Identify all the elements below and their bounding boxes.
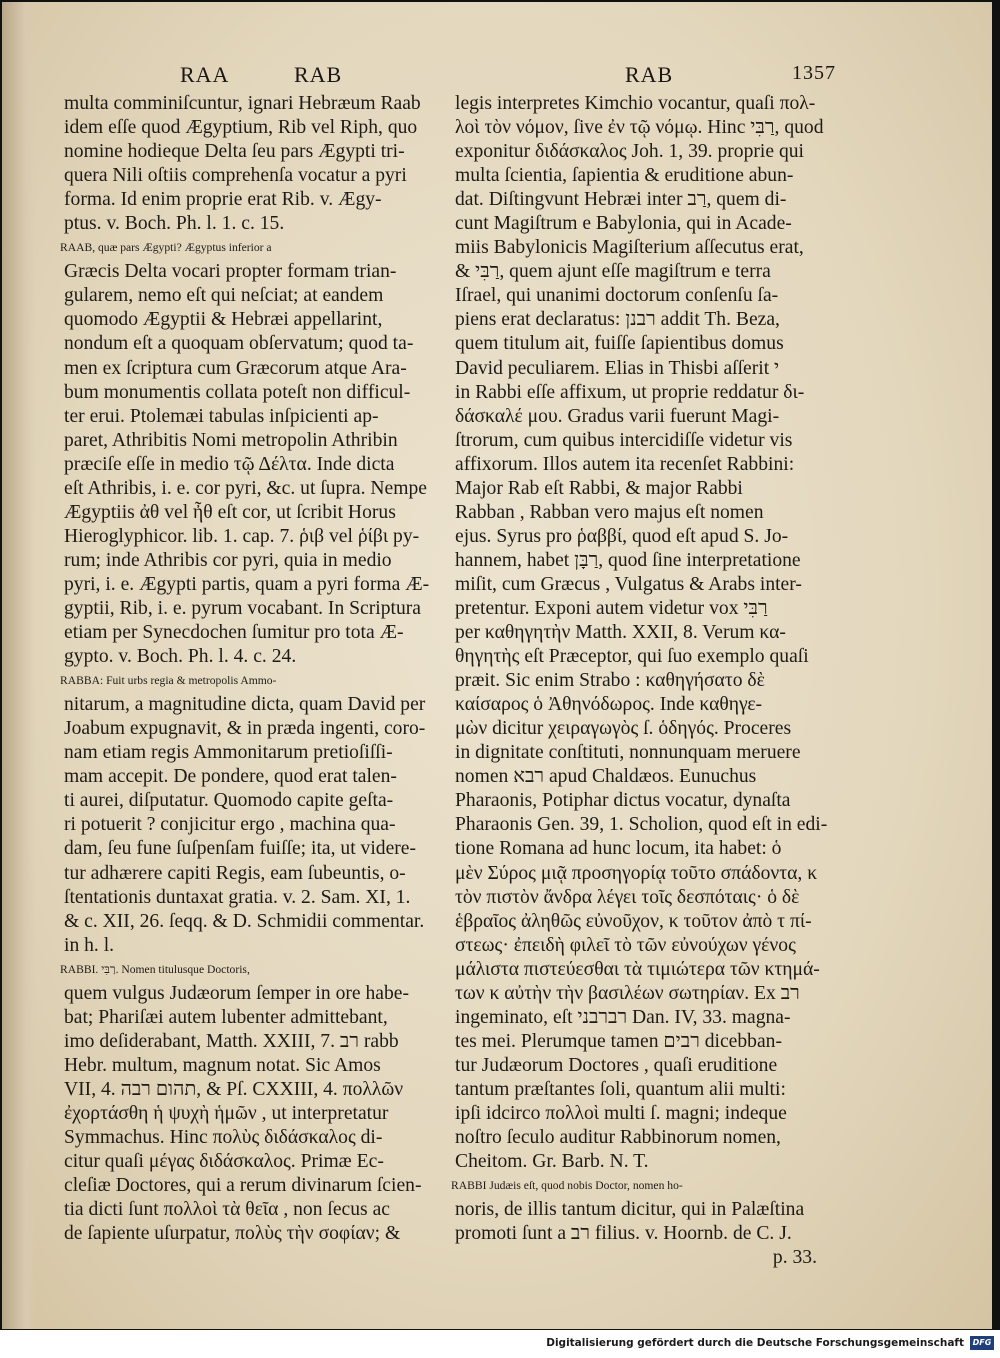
text-line: δάσκαλέ μου. Gradus varii fuerunt Magi- [455, 405, 780, 427]
text-line: nam etiam regis Ammonitarum pretioſiſſi- [64, 742, 393, 764]
text-line: Hebr. multum, magnum notat. Sic Amos [64, 1054, 381, 1076]
text-line: Joabum expugnavit, & in præda ingenti, coro- [64, 718, 426, 740]
text-line: in dignitate conſtituti, nonnunquam meruere [455, 742, 801, 764]
text-line: men ex ſcriptura cum Græcorum atque Ara- [64, 357, 407, 379]
text-line: καίσαρος ὁ Ἀθηνόδωρος. Inde καθηγε- [455, 694, 763, 716]
text-line: gyptii, Rib, i. e. pyrum vocabant. In Scriptura [64, 597, 421, 619]
text-line: ptus. v. Boch. Ph. l. 1. c. 15. [64, 213, 285, 235]
text-line: multa ſcientia, ſapientia & eruditione abun- [455, 165, 794, 187]
text-line: tur adhærere capiti Regis, eam ſubeuntis, o- [64, 862, 406, 884]
text-line: præit. Sic enim Strabo : καθηγήσατο δὲ [455, 670, 765, 692]
text-line: τὸν πιστὸν ἄνδρα λέγει τοῖς δεσπόταις· ὁ δὲ [455, 886, 800, 908]
text-line: noris, de illis tantum dicitur, qui in Palæſtina [455, 1199, 805, 1221]
text-line: nomine hodieque Delta ſeu pars Ægypti tri- [64, 141, 405, 163]
text-line: cunt Magiſtrum e Babylonia, qui in Acade- [455, 213, 792, 235]
page-number: 1357 [792, 62, 836, 84]
text-line: ri potuerit ? conjicitur ergo , machina qua- [64, 814, 396, 836]
text-line: noſtro ſeculo auditur Rabbinorum nomen, [455, 1127, 781, 1149]
text-line: cleſiæ Doctores, qui a rerum divinarum ſcien- [64, 1175, 422, 1197]
text-line: eſt Athribis, i. e. cor pyri, &c. ut ſupra. Nempe [64, 477, 427, 499]
text-line: de ſapiente uſurpatur, πολὺς τὴν σοφίαν; & [64, 1223, 401, 1245]
text-line: ti aurei, diſputatur. Quomodo capite geſta- [64, 790, 394, 812]
text-line: piens erat declaratus: רבנן addit Th. Beza, [455, 309, 780, 331]
text-line: Cheitom. Gr. Barb. N. T. [455, 1151, 649, 1173]
text-line: tione Romana ad hunc locum, ita habet: ὁ [455, 838, 782, 860]
text-line: tes mei. Plerumque tamen רבים dicebban- [455, 1030, 782, 1052]
text-line: & c. XII, 26. ſeqq. & D. Schmidii commentar. [64, 910, 425, 932]
text-line: VII, 4. תהום רבה, & Pſ. CXXIII, 4. πολλῶν [64, 1078, 404, 1100]
text-line: λοὶ τὸν νόμον, ſive ἐν τῷ νόμῳ. Hinc רַבִּי, quod [455, 117, 824, 139]
text-line: Iſrael, qui unanimi doctorum conſenſu ſa- [455, 285, 779, 307]
text-line: exponitur διδάσκαλος Joh. 1, 39. proprie qui [455, 141, 804, 163]
text-line: in h. l. [64, 934, 115, 956]
text-line: dam, ſeu fune ſuſpenſam fuiſſe; ita, ut videre- [64, 838, 417, 860]
text-line: p. 33. [772, 1247, 817, 1269]
text-line: affixorum. Illos autem ita recenſet Rabbini: [455, 453, 795, 475]
footer-credit: Digitalisierung gefördert durch die Deutsche Forschungsgemeinschaft [546, 1337, 964, 1349]
text-line: rum; inde Athribis cor pyri, quia in medio [64, 549, 392, 571]
text-line: hannem, habet רַבָּן, quod ſine interpretatione [455, 549, 801, 571]
text-line: legis interpretes Kimchio vocantur, quaſi πολ- [455, 93, 816, 114]
footer-bar [0, 1330, 1000, 1358]
text-line: RABBI. רַבִּי. Nomen titulusque Doctoris, [60, 962, 250, 976]
text-line: gularem, nemo eſt qui neſciat; at eandem [64, 285, 384, 307]
text-line: bum monumentis collata poteſt non difficul- [64, 381, 411, 403]
text-line: ingeminato, eſt רברבני Dan. IV, 33. magna- [455, 1006, 791, 1028]
text-line: bat; Phariſæi autem lubenter admittebant, [64, 1006, 388, 1028]
text-line: Hieroglyphicor. lib. 1. cap. 7. ῥιβ vel ῥίβι py- [64, 525, 420, 547]
text-line: pretentur. Exponi autem videtur vox רַבִּי [455, 597, 768, 619]
text-line: των κ αὐτὴν τὴν βασιλέων σωτηρίαν. Ex רב [455, 982, 800, 1004]
text-line: citur quaſi μέγας διδάσκαλος. Primæ Ec- [64, 1151, 384, 1173]
header-left-word-1: RAA [180, 62, 230, 87]
text-line: nitarum, a magnitudine dicta, quam David per [64, 694, 426, 716]
text-line: tur Judæorum Doctores , quaſi eruditione [455, 1054, 778, 1076]
text-line: Pharaonis, Potiphar dictus vocatur, dynaſta [455, 790, 791, 812]
text-line: miis Babylonicis Magiſterium aſſecutus erat, [455, 237, 804, 259]
text-line: ſtrorum, cum quibus intercidiſſe videtur vis [455, 429, 793, 451]
text-line: multa comminiſcuntur, ignari Hebræum Raab [64, 93, 421, 114]
text-line: quera Nili oſtiis comprehenſa vocatur a pyri [64, 165, 407, 187]
header-left-word-2: RAB [294, 62, 343, 87]
text-line: tia dicti ſunt πολλοὶ τὰ θεῖα , non ſecus ac [64, 1199, 390, 1221]
text-line: ter erui. Ptolemæi tabulas inſpicienti ap- [64, 405, 379, 427]
text-line: imo deſiderabant, Matth. XXIII, 7. רב rabb [64, 1030, 399, 1052]
text-line: θηγητὴς eſt Præceptor, qui ſuo exemplo quaſi [455, 646, 809, 668]
text-line: ἑβραῖος ἀληθῶς εὐνοῦχον, κ τοῦτον ἀπὸ τ πί- [455, 910, 812, 932]
text-line: quem vulgus Judæorum ſemper in ore habe- [64, 982, 409, 1004]
text-line: Symmachus. Hinc πολὺς διδάσκαλος di- [64, 1127, 383, 1149]
text-line: forma. Id enim proprie erat Rib. v. Ægy- [64, 189, 382, 211]
text-line: Major Rab eſt Rabbi, & major Rabbi [455, 477, 743, 499]
text-line: Ægyptiis ἀθ vel ἦθ eſt cor, ut ſcribit Horus [64, 501, 396, 523]
text-line: per καθηγητὴν Matth. XXII, 8. Verum κα- [455, 622, 786, 644]
text-line: mam accepit. De pondere, quod erat talen- [64, 766, 397, 788]
text-line: promoti ſunt a רב filius. v. Hoornb. de C. J. [455, 1223, 792, 1245]
text-line: quomodo Ægyptii & Hebræi appellarint, [64, 309, 383, 331]
text-line: RAAB, quæ pars Ægypti? Ægyptus inferior a [60, 241, 272, 255]
dfg-logo-icon: DFG [970, 1336, 994, 1350]
text-line: miſit, cum Græcus , Vulgatus & Arabs inter- [455, 573, 802, 595]
text-line: dat. Diſtingvunt Hebræi inter רַב, quem di- [455, 189, 787, 211]
text-line: ἐχορτάσθη ἡ ψυχὴ ἡμῶν , ut interpretatur [64, 1102, 389, 1124]
text-line: ſtentationis duntaxat gratia. v. 2. Sam. XI, 1. [64, 886, 411, 908]
page-spine-shadow [2, 2, 36, 1329]
header-right-word: RAB [625, 62, 674, 87]
text-line: pyri, i. e. Ægypti partis, quam a pyri forma Æ- [64, 573, 430, 595]
text-line: μὼν dicitur χειραγωγὸς ſ. ὁδηγός. Proceres [455, 718, 792, 740]
text-line: gypto. v. Boch. Ph. l. 4. c. 24. [64, 646, 297, 668]
text-line: nomen רבא apud Chaldæos. Eunuchus [455, 766, 757, 788]
text-line: quem titulum ait, fuiſſe ſapientibus domus [455, 333, 784, 355]
text-line: στεως· ἐπειδὴ φιλεῖ τὸ τῶν εὐνούχων γένος [455, 934, 796, 956]
text-line: μὲν Σύρος μιᾷ προσηγορίᾳ τοῦτο σπάδοντα, κ [455, 862, 818, 884]
text-line: tantum præſtantes ſoli, quantum alii multi: [455, 1078, 786, 1100]
text-line: nondum eſt a quoquam obſervatum; quod ta- [64, 333, 414, 355]
text-line: Græcis Delta vocari propter formam trian- [64, 261, 397, 283]
text-line: μάλιστα πιστεύεσθαι τὰ τιμιώτερα τῶν κτημά- [455, 958, 820, 980]
text-line: ejus. Syrus pro ῥαββί, quod eſt apud S. Jo- [455, 525, 789, 547]
text-line: in Rabbi eſſe affixum, ut proprie reddatur δι- [455, 381, 805, 403]
text-line: ipſi idcirco πολλοὶ multi ſ. magni; indeque [455, 1102, 787, 1124]
text-line: præciſe eſſe in medio τῷ Δέλτα. Inde dicta [64, 453, 395, 475]
left-text-column [60, 92, 440, 1246]
text-line: paret, Athribitis Nomi metropolin Athribin [64, 429, 398, 451]
right-text-column [451, 92, 828, 1270]
text-line: etiam per Synecdochen ſumitur pro tota Æ- [64, 622, 404, 644]
text-line: David peculiarem. Elias in Thisbi aſſerit י [455, 357, 780, 379]
text-line: & רַבִּי, quem ajunt eſſe magiſtrum e terra [455, 261, 771, 283]
text-line: Pharaonis Gen. 39, 1. Scholion, quod eſt in edi- [455, 814, 828, 836]
text-line: RABBI Judæis eſt, quod nobis Doctor, nomen ho- [451, 1179, 683, 1193]
text-line: Rabban , Rabban vero majus eſt nomen [455, 501, 764, 523]
text-line: RABBA: Fuit urbs regia & metropolis Ammo- [60, 674, 277, 688]
text-line: idem eſſe quod Ægyptium, Rib vel Riph, quo [64, 117, 418, 139]
